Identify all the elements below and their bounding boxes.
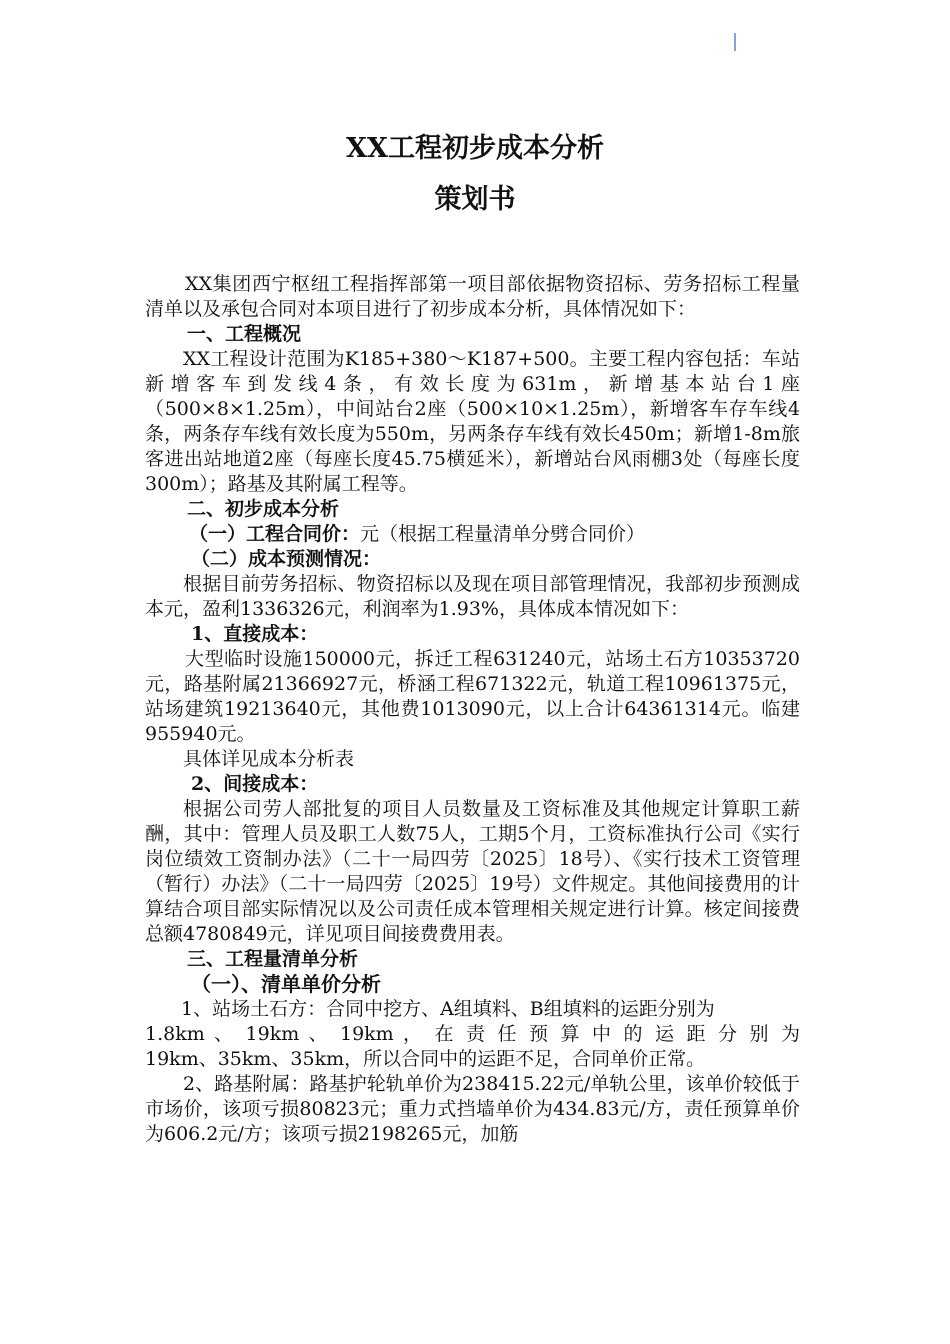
document-body <box>145 272 800 1147</box>
heading-cost-forecast: （二）成本预测情况： <box>191 548 382 570</box>
heading-cost-analysis: 二、初步成本分析 <box>187 498 340 520</box>
heading-project-overview: 一、工程概况 <box>187 323 302 345</box>
heading-indirect-cost: 2、间接成本： <box>191 773 319 795</box>
document-title: XX工程初步成本分析 <box>346 133 604 164</box>
intro-paragraph: XX集团西宁枢纽工程指挥部第一项目部依据物资招标、劳务招标工程量清单以及承包合同对本项目进行了初步成本分析，具体情况如下： <box>145 273 800 320</box>
item-earthwork-line2: 1.8km 、 19km 、 19km ， 在 责 任 预 算 中 的 运 距 分 别 为 <box>145 1023 800 1045</box>
overview-paragraph: XX工程设计范围为K185+380～K187+500。主要工程内容包括：车站新增客车到发线4条，有效长度为631m，新增基本站台1座（500×8×1.25m），中间站台2座（500×10×1.25m），新增客车存车线4条，两条存车线有效长度为550m，另两条存车线有效长450m；新增1-8m旅客进出站地道2座（每座长度45.75横延米），新增站台风雨棚3处（每座长度300m）；路基及其附属工程等。 <box>145 348 800 495</box>
item-earthwork-line1: 1、站场土石方：合同中挖方、A组填料、B组填料的运距分别为 <box>181 998 715 1020</box>
heading-direct-cost: 1、直接成本： <box>191 623 319 645</box>
contract-price-line <box>145 522 800 547</box>
contract-price-label: （一）工程合同价： <box>189 523 361 545</box>
item-earthwork-line3: 19km、35km、35km，所以合同中的运距不足，合同单价正常。 <box>145 1048 706 1070</box>
direct-cost-paragraph: 大型临时设施150000元，拆迁工程631240元，站场土石方10353720元，路基附属21366927元，桥涵工程671322元，轨道工程10961375元，站场建筑19213640元，其他费1013090元，以上合计64361314元。临建955940元。 <box>145 648 800 745</box>
indirect-cost-paragraph: 根据公司劳人部批复的项目人员数量及工资标准及其他规定计算职工薪酬，其中：管理人员及职工人数75人，工期5个月，工资标准执行公司《实行岗位绩效工资制办法》（二十一局四劳〔2025〕18号）、《实行技术工资管理（暂行）办法》（二十一局四劳〔2025〕19号）文件规定。其他间接费用的计算结合项目部实际情况以及公司责任成本管理相关规定进行计算。核定间接费总额4780849元，详见项目间接费费用表。 <box>145 798 800 945</box>
heading-quantity-analysis: 三、工程量清单分析 <box>187 948 359 970</box>
forecast-paragraph: 根据目前劳务招标、物资招标以及现在项目部管理情况，我部初步预测成本元，盈利1336326元，利润率为1.93%，具体成本情况如下： <box>145 573 800 620</box>
text-cursor-marker <box>734 33 736 51</box>
direct-cost-note: 具体详见成本分析表 <box>183 748 355 770</box>
document-subtitle: 策划书 <box>434 184 516 215</box>
heading-unit-price-analysis: （一）、清单单价分析 <box>191 972 381 996</box>
contract-price-text: 元（根据工程量清单分劈合同价） <box>360 523 646 545</box>
item-subgrade-paragraph: 2、路基附属：路基护轮轨单价为238415.22元/单轨公里，该单价较低于市场价，该项亏损80823元；重力式挡墙单价为434.83元/方，责任预算单价为606.2元/方；该项亏损2198265元，加筋 <box>145 1073 800 1145</box>
